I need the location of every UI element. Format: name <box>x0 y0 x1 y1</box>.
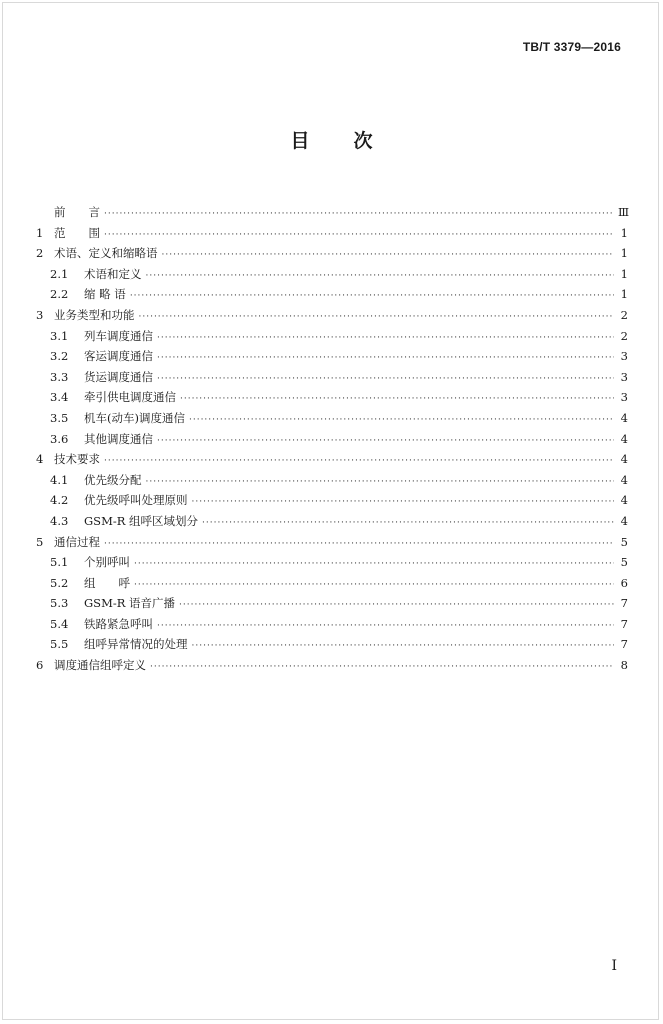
toc-entry-page: 2 <box>620 328 628 343</box>
toc-entry-number: 5.3 <box>50 596 69 611</box>
toc-entry-number: 5.1 <box>50 555 69 570</box>
dot-leader <box>146 472 615 493</box>
toc-entry-page: 4 <box>620 472 628 487</box>
dot-leader <box>202 513 614 534</box>
toc-entry-label: 调度通信组呼定义 <box>54 658 146 673</box>
toc-entry-number: 3.1 <box>50 328 69 343</box>
toc-entry-label: 客运调度通信 <box>84 349 153 364</box>
toc-entry-number: 3.2 <box>50 349 69 364</box>
toc-entry-page: 3 <box>620 369 628 384</box>
standard-code: TB/T 3379—2016 <box>522 40 621 54</box>
dot-leader <box>139 307 615 328</box>
toc-entry-number: 5.2 <box>50 575 69 590</box>
toc-entry[interactable] <box>36 470 628 491</box>
toc-entry-number: 3.3 <box>50 369 69 384</box>
toc-entry-number: 5.4 <box>50 616 69 631</box>
toc-entry-label: 优先级分配 <box>84 472 142 487</box>
toc-entry-number: 3 <box>36 307 44 322</box>
toc-entry-page: 3 <box>620 349 628 364</box>
toc-entry-number: 1 <box>36 225 44 240</box>
toc-entry-page: 1 <box>620 287 628 302</box>
toc-entry-label: 组 呼 <box>84 575 130 590</box>
dot-leader <box>150 657 614 678</box>
dot-leader <box>104 204 614 225</box>
toc-entry-page: 4 <box>620 513 628 528</box>
toc-entry[interactable] <box>36 284 628 305</box>
toc-entry-number: 5 <box>36 534 44 549</box>
toc-entry[interactable] <box>36 511 628 532</box>
toc-entry-number: 4.1 <box>50 472 69 487</box>
toc-entry[interactable] <box>36 614 628 635</box>
toc-entry[interactable] <box>36 490 628 511</box>
toc-entry[interactable] <box>36 655 628 676</box>
toc-entry-page: 2 <box>620 307 628 322</box>
page-title <box>0 126 663 153</box>
toc-entry-label: 缩 略 语 <box>84 287 126 302</box>
toc-entry-page: 7 <box>620 637 628 652</box>
dot-leader <box>104 534 614 555</box>
dot-leader <box>192 492 615 513</box>
toc-entry[interactable] <box>36 552 628 573</box>
toc-entry-label: 优先级呼叫处理原则 <box>84 493 188 508</box>
toc-entry[interactable] <box>36 532 628 553</box>
toc-entry-label: 术语、定义和缩略语 <box>54 246 158 261</box>
toc-entry-label: 通信过程 <box>54 534 100 549</box>
toc-entry-label: GSM-R 语音广播 <box>84 596 176 611</box>
title-char: 目 <box>290 130 310 152</box>
toc-entry-label: 铁路紧急呼叫 <box>84 616 153 631</box>
toc-entry[interactable] <box>36 367 628 388</box>
toc-entry-label: 牵引供电调度通信 <box>84 390 176 405</box>
toc-entry-number: 5.5 <box>50 637 69 652</box>
table-of-contents <box>36 202 628 676</box>
toc-entry-page: 3 <box>620 390 628 405</box>
toc-entry-label: 范 围 <box>54 225 100 240</box>
toc-entry-label: 组呼异常情况的处理 <box>84 637 188 652</box>
toc-entry[interactable] <box>36 408 628 429</box>
title-char: 次 <box>353 130 373 152</box>
page-number: I <box>611 958 617 974</box>
toc-entry-page: 1 <box>620 266 628 281</box>
toc-entry[interactable] <box>36 264 628 285</box>
toc-entry-number: 3.4 <box>50 390 69 405</box>
toc-entry-page: 4 <box>620 493 628 508</box>
toc-entry[interactable] <box>36 346 628 367</box>
toc-entry-page: 1 <box>620 225 628 240</box>
toc-entry[interactable] <box>36 305 628 326</box>
dot-leader <box>157 431 614 452</box>
toc-entry-label: GSM-R 组呼区域划分 <box>84 513 199 528</box>
dot-leader <box>134 575 614 596</box>
toc-entry-label: 列车调度通信 <box>84 328 153 343</box>
toc-entry[interactable] <box>36 202 628 223</box>
dot-leader <box>130 286 614 307</box>
toc-entry-number: 4.2 <box>50 493 69 508</box>
dot-leader <box>134 554 614 575</box>
toc-entry-label: 个别呼叫 <box>84 555 130 570</box>
toc-entry-page: 7 <box>620 596 628 611</box>
dot-leader <box>157 369 614 390</box>
dot-leader <box>104 225 614 246</box>
toc-entry-label: 技术要求 <box>54 452 100 467</box>
toc-entry-number: 3.6 <box>50 431 69 446</box>
toc-entry[interactable] <box>36 223 628 244</box>
toc-entry-number: 2.1 <box>50 266 69 281</box>
toc-entry-label: 货运调度通信 <box>84 369 153 384</box>
toc-entry[interactable] <box>36 429 628 450</box>
dot-leader <box>104 451 614 472</box>
toc-entry-number: 2 <box>36 246 44 261</box>
toc-entry-page: 8 <box>620 658 628 673</box>
toc-entry-page: 1 <box>620 246 628 261</box>
toc-entry[interactable] <box>36 243 628 264</box>
dot-leader <box>189 410 614 431</box>
toc-entry[interactable] <box>36 573 628 594</box>
toc-entry-page: 4 <box>620 431 628 446</box>
toc-entry[interactable] <box>36 326 628 347</box>
dot-leader <box>162 245 615 266</box>
toc-entry-page: Ⅲ <box>618 205 630 219</box>
toc-entry-number: 2.2 <box>50 287 69 302</box>
toc-entry-number: 4 <box>36 452 44 467</box>
toc-entry-label: 业务类型和功能 <box>54 307 135 322</box>
toc-entry-page: 6 <box>620 575 628 590</box>
toc-entry-number: 3.5 <box>50 410 69 425</box>
toc-entry[interactable] <box>36 387 628 408</box>
dot-leader <box>192 636 615 657</box>
toc-entry[interactable] <box>36 634 628 655</box>
toc-entry-label: 术语和定义 <box>84 266 142 281</box>
dot-leader <box>157 616 614 637</box>
dot-leader <box>157 348 614 369</box>
toc-entry-number: 6 <box>36 658 44 673</box>
toc-entry-label: 前 言 <box>54 205 100 219</box>
toc-entry-label: 机车(动车)调度通信 <box>84 410 185 425</box>
toc-entry-page: 4 <box>620 452 628 467</box>
toc-entry-label: 其他调度通信 <box>84 431 153 446</box>
dot-leader <box>146 266 615 287</box>
toc-entry-page: 5 <box>620 534 628 549</box>
toc-entry-page: 7 <box>620 616 628 631</box>
toc-entry-page: 4 <box>620 410 628 425</box>
toc-entry[interactable] <box>36 449 628 470</box>
toc-entry-number: 4.3 <box>50 513 69 528</box>
dot-leader <box>157 328 614 349</box>
toc-entry[interactable] <box>36 593 628 614</box>
dot-leader <box>180 389 614 410</box>
toc-entry-page: 5 <box>620 555 628 570</box>
dot-leader <box>179 595 614 616</box>
